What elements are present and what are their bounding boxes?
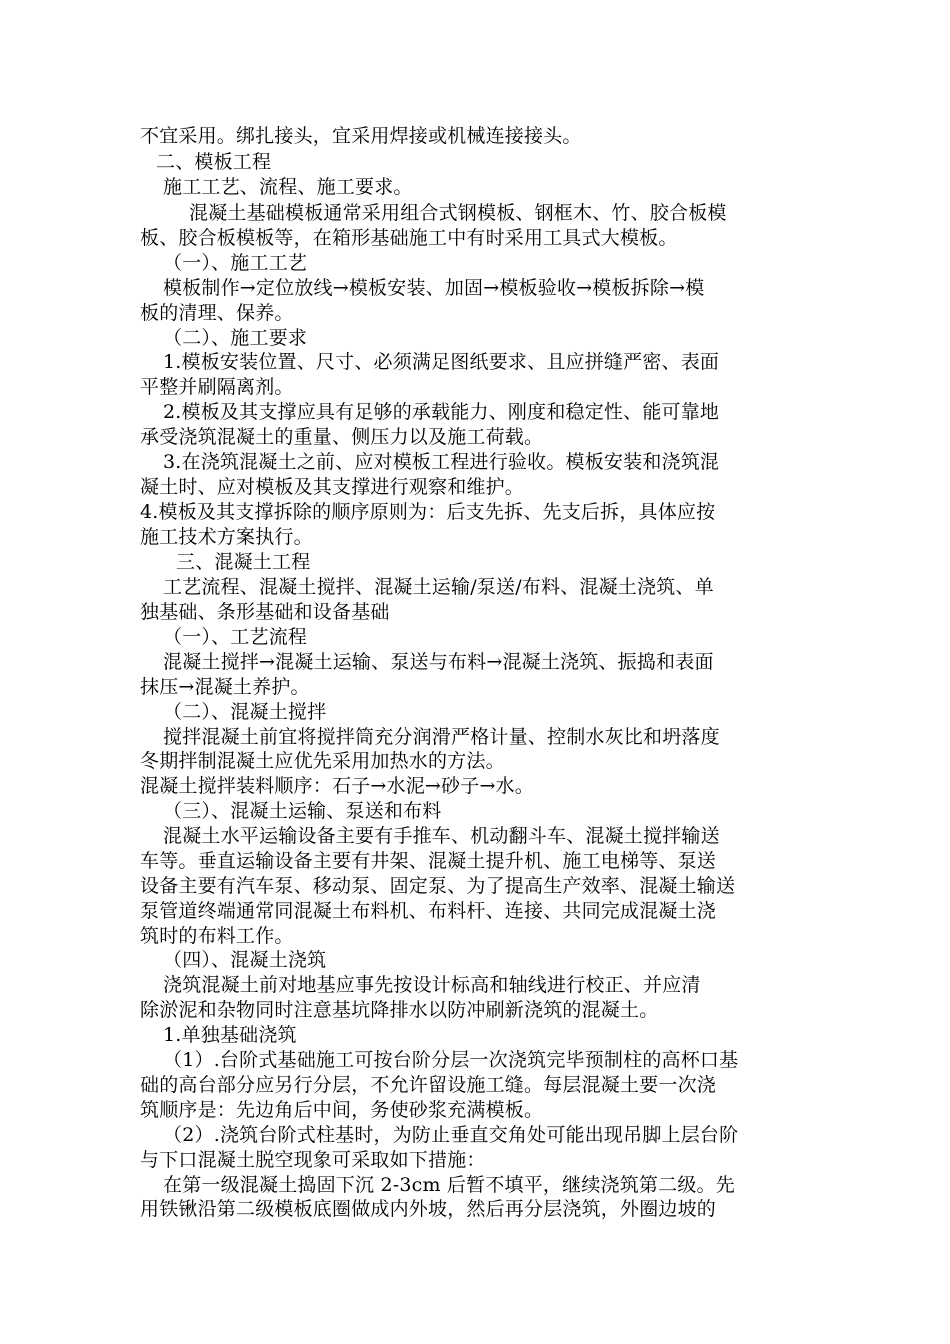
subsection-heading: （三）、混凝土运输、泵送和布料	[163, 800, 442, 822]
text-line: 用铁锹沿第二级模板底圈做成内外坡，然后再分层浇筑，外圈边坡的	[140, 1198, 717, 1220]
item-heading: 1.单独基础浇筑	[163, 1024, 297, 1046]
text-line: 平整并刷隔离剂。	[140, 376, 294, 398]
text-line: 4.模板及其支撑拆除的顺序原则为：后支先拆、先支后拆，具体应按	[140, 501, 716, 523]
subsection-heading: （四）、混凝土浇筑	[163, 949, 327, 971]
text-line: 冬期拌制混凝土应优先采用加热水的方法。	[140, 750, 505, 772]
text-line: 1.模板安装位置、尺寸、必须满足图纸要求、且应拼缝严密、表面	[163, 351, 720, 373]
text-line: 独基础、条形基础和设备基础	[140, 601, 390, 623]
text-line: 筑时的布料工作。	[140, 925, 294, 947]
text-line: 凝土时、应对模板及其支撑进行观察和维护。	[140, 476, 525, 498]
text-line: 混凝土搅拌→混凝土运输、泵送与布料→混凝土浇筑、振捣和表面	[163, 651, 714, 673]
text-line: 板的清理、保养。	[140, 302, 294, 324]
text-line: 除淤泥和杂物同时注意基坑降排水以防冲刷新浇筑的混凝土。	[140, 999, 659, 1021]
text-line: （1）.台阶式基础施工可按台阶分层一次浇筑完毕预制柱的高杯口基	[163, 1049, 739, 1071]
text-line: 抹压→混凝土养护。	[140, 676, 310, 698]
text-line: 施工技术方案执行。	[140, 526, 313, 548]
text-line: 施工工艺、流程、施工要求。	[163, 176, 413, 198]
text-line: 筑顺序是：先边角后中间，务使砂浆充满模板。	[140, 1099, 544, 1121]
text-line: 混凝土水平运输设备主要有手推车、机动翻斗车、混凝土搅拌输送	[163, 825, 720, 847]
text-line: 车等。垂直运输设备主要有井架、混凝土提升机、施工电梯等、泵送	[140, 850, 717, 872]
section-heading: 二、模板工程	[156, 151, 272, 173]
text-line: 混凝土基础模板通常采用组合式钢模板、钢框木、竹、胶合板模	[189, 202, 727, 224]
text-line: 不宜采用。绑扎接头，宜采用焊接或机械连接接头。	[140, 125, 582, 147]
text-line: 模板制作→定位放线→模板安装、加固→模板验收→模板拆除→模	[163, 277, 705, 299]
text-line: 混凝土搅拌装料顺序：石子→水泥→砂子→水。	[140, 775, 534, 797]
subsection-heading: （二）、混凝土搅拌	[163, 701, 327, 723]
text-line: 板、胶合板模板等，在箱形基础施工中有时采用工具式大模板。	[140, 227, 678, 249]
section-heading: 三、混凝土工程	[176, 551, 311, 573]
text-line: （2）.浇筑台阶式柱基时，为防止垂直交角处可能出现吊脚上层台阶	[163, 1124, 739, 1146]
text-line: 2.模板及其支撑应具有足够的承载能力、刚度和稳定性、能可靠地	[163, 401, 720, 423]
subsection-heading: （一）、施工工艺	[163, 252, 308, 274]
text-line: 在第一级混凝土捣固下沉 2-3cm 后暂不填平，继续浇筑第二级。先	[163, 1174, 735, 1196]
text-line: 浇筑混凝土前对地基应事先按设计标高和轴线进行校正、并应清	[163, 974, 701, 996]
text-line: 承受浇筑混凝土的重量、侧压力以及施工荷载。	[140, 426, 544, 448]
text-line: 设备主要有汽车泵、移动泵、固定泵、为了提高生产效率、混凝土输送	[140, 875, 736, 897]
subsection-heading: （一）、工艺流程	[163, 626, 308, 648]
text-line: 础的高台部分应另行分层，不允许留设施工缝。每层混凝土要一次浇	[140, 1074, 717, 1096]
subsection-heading: （二）、施工要求	[163, 327, 308, 349]
text-line: 泵管道终端通常同混凝土布料机、布料杆、连接、共同完成混凝土浇	[140, 900, 717, 922]
text-line: 工艺流程、混凝土搅拌、混凝土运输/泵送/布料、混凝土浇筑、单	[163, 576, 714, 598]
text-line: 3.在浇筑混凝土之前、应对模板工程进行验收。模板安装和浇筑混	[163, 451, 720, 473]
text-line: 与下口混凝土脱空现象可采取如下措施：	[140, 1149, 486, 1171]
text-line: 搅拌混凝土前宜将搅拌筒充分润滑严格计量、控制水灰比和坍落度	[163, 726, 720, 748]
